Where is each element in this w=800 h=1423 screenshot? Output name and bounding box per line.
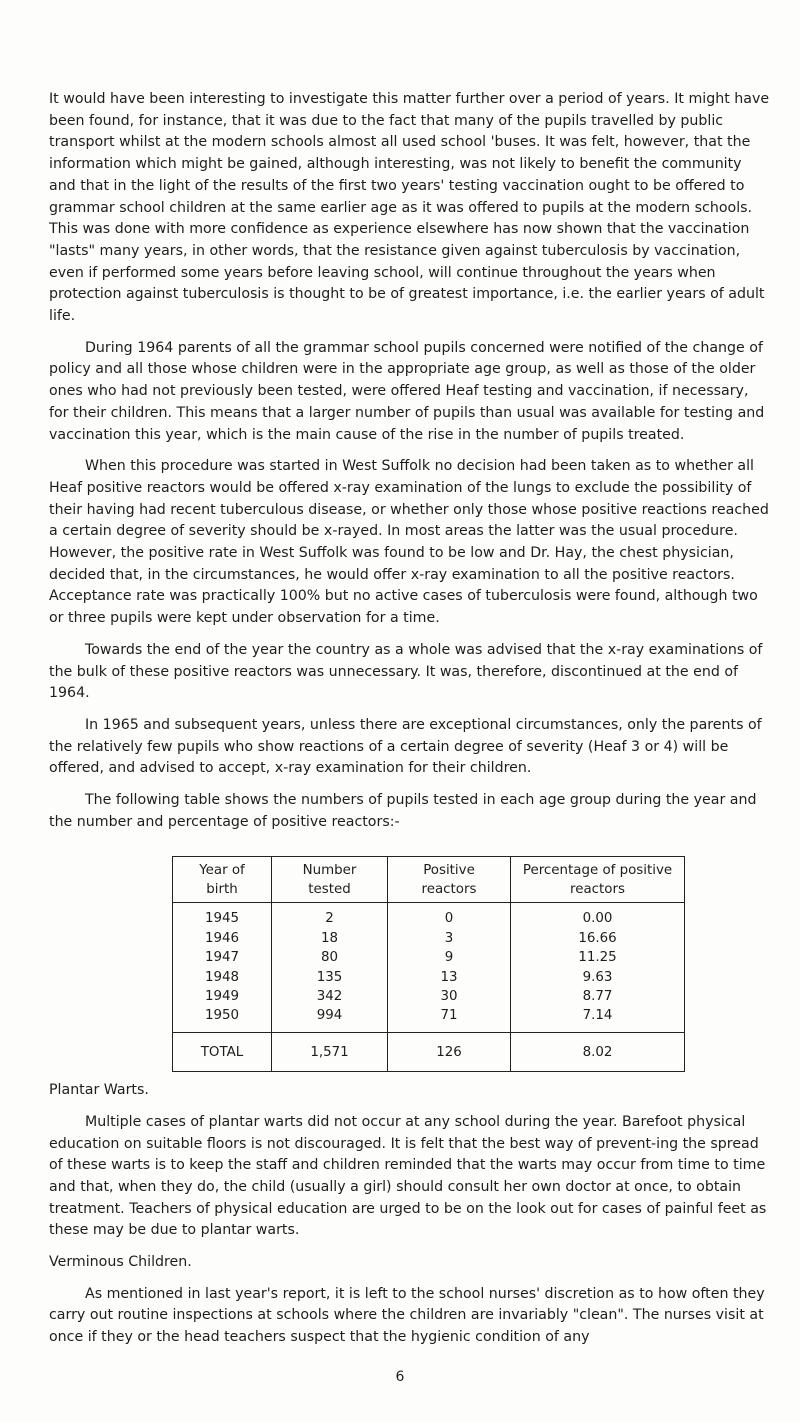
cell-positive: 9 bbox=[388, 948, 511, 967]
cell-year: 1947 bbox=[173, 948, 272, 967]
paragraph-xray-discontinued: Towards the end of the year the country as a whole was advised that the x-ray examinations of the bulk of these positive reactors was unnecessary. It was, therefore, discontinued at the end of 1964. bbox=[49, 641, 763, 702]
paragraph-table-intro: The following table shows the numbers of pupils tested in each age group during the year and the number and percentage of positive reactors:- bbox=[49, 792, 757, 830]
page-number: 6 bbox=[395, 1369, 405, 1385]
header-percentage-positive: Percentage of positive reactors bbox=[511, 856, 685, 903]
cell-percentage: 9.63 bbox=[511, 968, 685, 987]
cell-positive: 0 bbox=[388, 903, 511, 929]
cell-positive: 30 bbox=[388, 987, 511, 1006]
cell-positive: 71 bbox=[388, 1006, 511, 1032]
cell-tested: 18 bbox=[272, 929, 388, 948]
table-row bbox=[173, 948, 685, 967]
header-positive-reactors: Positive reactors bbox=[388, 856, 511, 903]
heading-verminous-children: Verminous Children. bbox=[49, 1254, 192, 1271]
heading-plantar-warts: Plantar Warts. bbox=[49, 1082, 149, 1099]
cell-percentage: 16.66 bbox=[511, 929, 685, 948]
table-row bbox=[173, 987, 685, 1006]
cell-tested: 80 bbox=[272, 948, 388, 967]
total-label: TOTAL bbox=[173, 1032, 272, 1071]
cell-percentage: 8.77 bbox=[511, 987, 685, 1006]
paragraph-policy-change-1964: During 1964 parents of all the grammar school pupils concerned were notified of the change of policy and all those whose children were in the appropriate age group, as well as those of the older ones who had not previously been tested, were offered Heaf testing and vaccination, if necessary, for their children. This means that a larger number of pupils than usual was available for testing and vaccination this year, which is the main cause of the rise in the number of pupils treated. bbox=[49, 339, 765, 443]
table-total-row bbox=[173, 1032, 685, 1071]
cell-positive: 3 bbox=[388, 929, 511, 948]
paragraph-1965-procedure: In 1965 and subsequent years, unless there are exceptional circumstances, only the parents of the relatively few pupils who show reactions of a certain degree of severity (Heaf 3 or 4) will be offered, and advised to accept, x-ray examination for their children. bbox=[49, 716, 762, 777]
cell-tested: 135 bbox=[272, 968, 388, 987]
table-row bbox=[173, 929, 685, 948]
cell-positive: 13 bbox=[388, 968, 511, 987]
cell-year: 1950 bbox=[173, 1006, 272, 1032]
paragraph-verminous-children: As mentioned in last year's report, it is left to the school nurses' discretion as to how often they carry out routine inspections at schools where the children are invariably "clean". The nurses visit at once if they or the head teachers suspect that the hygienic condition of any bbox=[49, 1285, 765, 1346]
paragraph-vaccination-timing: It would have been interesting to investigate this matter further over a period of years. It might have been found, for instance, that it was due to the fact that many of the pupils travelled by public transport whilst at the modern schools almost all used school 'buses. It was felt, however, that the information which might be gained, although interesting, was not likely to benefit the community and that in the light of the results of the first two years' testing vaccination ought to be offered to grammar school children at the same earlier age as it was offered to pupils at the modern schools. This was done with more confidence as experience elsewhere has now shown that the vaccination "lasts" many years, in other words, that the resistance given against tuberculosis by vaccination, even if performed some years before leaving school, will continue throughout the years when protection against tuberculosis is thought to be of greatest importance, i.e. the earlier years of adult life. bbox=[49, 91, 770, 325]
paragraph-plantar-warts: Multiple cases of plantar warts did not occur at any school during the year. Barefoot physical education on suitable floors is not discouraged. It is felt that the best way of prevent-ing the spread of these warts is to keep the staff and children reminded that the warts may occur from time to time and that, when they do, the child (usually a girl) should consult her own doctor at once, to obtain treatment. Teachers of physical education are urged to be on the look out for cases of painful feet as these may be due to plantar warts. bbox=[49, 1113, 767, 1239]
cell-percentage: 7.14 bbox=[511, 1006, 685, 1032]
table-row bbox=[173, 1006, 685, 1032]
cell-year: 1948 bbox=[173, 968, 272, 987]
table-header-row bbox=[173, 856, 685, 903]
cell-tested: 2 bbox=[272, 903, 388, 929]
header-number-tested: Number tested bbox=[272, 856, 388, 903]
reactors-table-wrapper bbox=[172, 856, 771, 1073]
cell-tested: 994 bbox=[272, 1006, 388, 1032]
cell-percentage: 0.00 bbox=[511, 903, 685, 929]
reactors-table bbox=[172, 856, 685, 1073]
total-percentage: 8.02 bbox=[511, 1032, 685, 1071]
total-positive: 126 bbox=[388, 1032, 511, 1071]
table-row bbox=[173, 903, 685, 929]
total-tested: 1,571 bbox=[272, 1032, 388, 1071]
cell-tested: 342 bbox=[272, 987, 388, 1006]
document-page bbox=[49, 89, 771, 1349]
cell-year: 1949 bbox=[173, 987, 272, 1006]
table-row bbox=[173, 968, 685, 987]
header-year-of-birth: Year of birth bbox=[173, 856, 272, 903]
cell-year: 1946 bbox=[173, 929, 272, 948]
cell-year: 1945 bbox=[173, 903, 272, 929]
paragraph-xray-procedure: When this procedure was started in West Suffolk no decision had been taken as to whether all Heaf positive reactors would be offered x-ray examination of the lungs to exclude the possibility of their having had recent tuberculous disease, or whether only those whose positive reactions reached a certain degree of severity should be x-rayed. In most areas the latter was the usual procedure. However, the positive rate in West Suffolk was found to be low and Dr. Hay, the chest physician, decided that, in the circumstances, he would offer x-ray examination to all the positive reactors. Acceptance rate was practically 100% but no active cases of tuberculosis were found, although two or three pupils were kept under observation for a time. bbox=[49, 458, 769, 627]
cell-percentage: 11.25 bbox=[511, 948, 685, 967]
